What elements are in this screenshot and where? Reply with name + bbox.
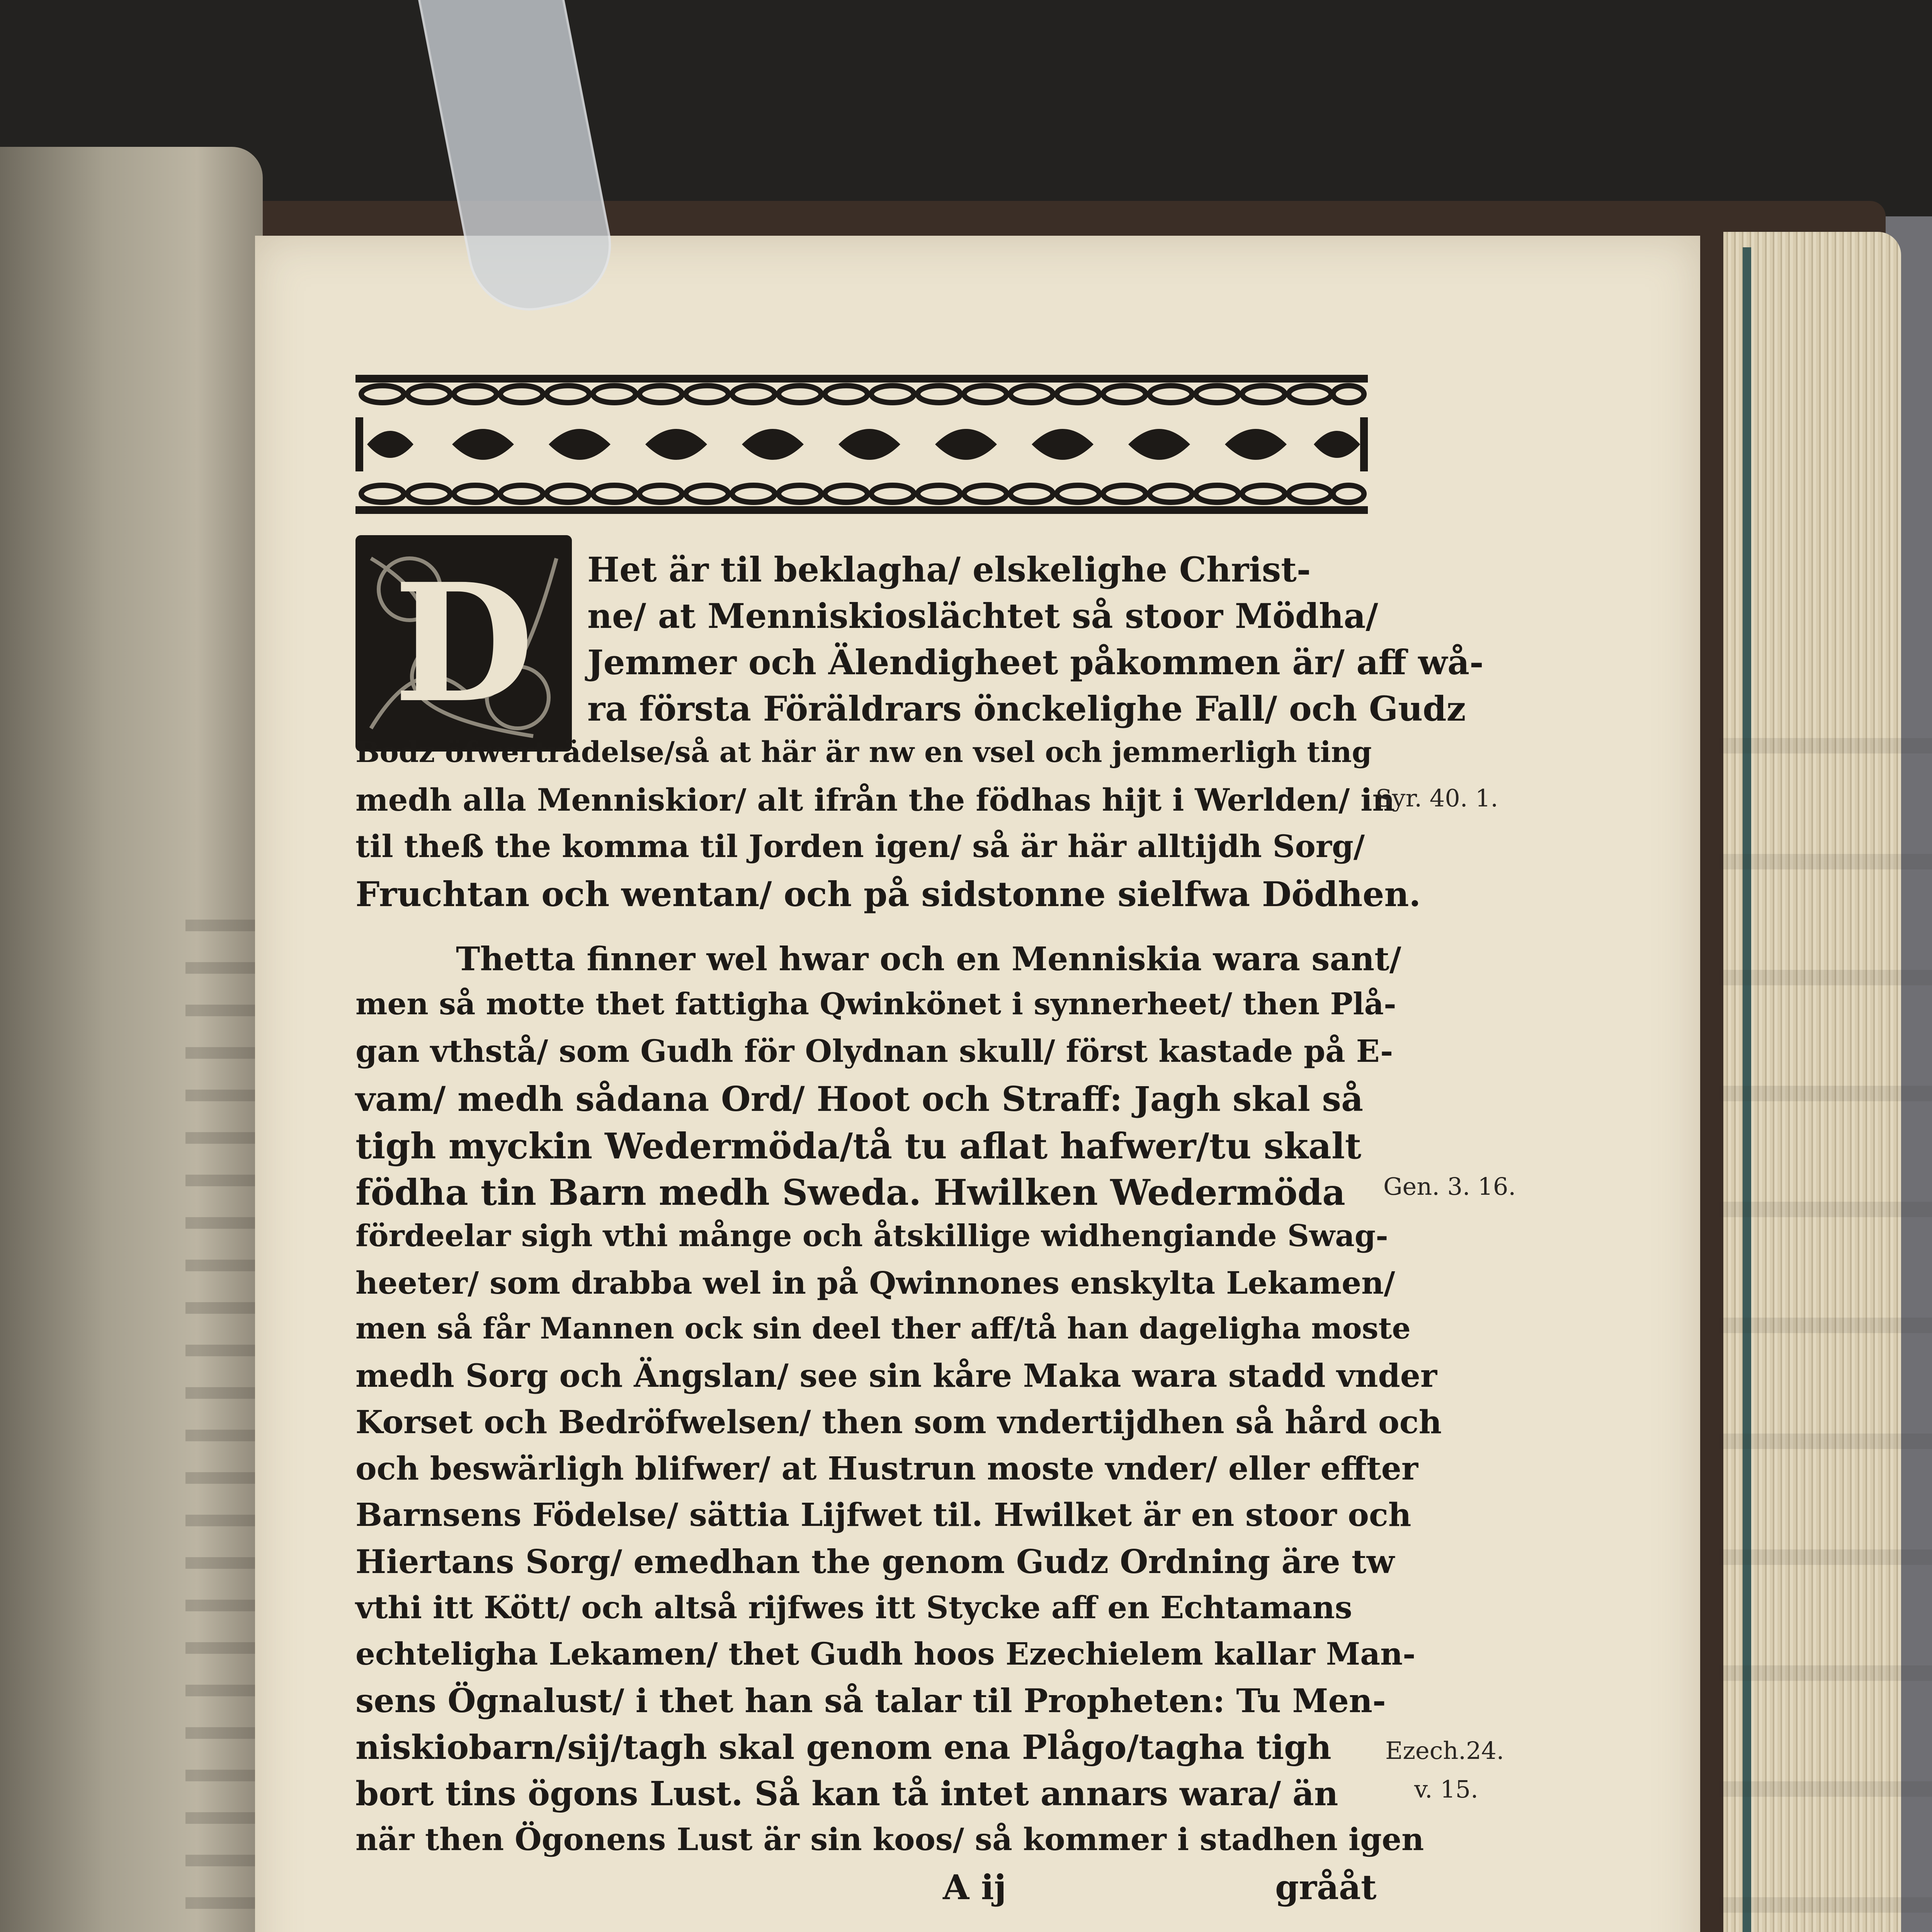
- text-line: echteligha Lekamen/ thet Gudh hoos Ezechielem kallar Man-: [355, 1636, 1416, 1672]
- text-line: Bodz öfwerträdelse/så at här är nw en vsel och jemmerligh ting: [355, 736, 1372, 769]
- left-facing-page: [0, 147, 263, 1932]
- text-line: ra första Föräldrars önckelighe Fall/ och Gudz: [587, 689, 1466, 729]
- margin-note-gen: Gen. 3. 16.: [1383, 1172, 1516, 1201]
- text-line: sens Ögnalust/ i thet han så talar til Propheten: Tu Men-: [355, 1682, 1386, 1720]
- ornament-band: [355, 371, 1368, 518]
- ornament-rule-top: [355, 375, 1368, 383]
- text-line: Jemmer och Älendigheet påkommen är/ aff wå-: [587, 642, 1484, 682]
- text-line: gan vthstå/ som Gudh för Olydnan skull/ först kastade på E-: [355, 1033, 1393, 1069]
- margin-note-verse: v. 15.: [1414, 1775, 1478, 1803]
- text-line: bort tins ögons Lust. Så kan tå intet annars wara/ än: [355, 1774, 1338, 1813]
- ornament-fleurons: [355, 417, 1368, 471]
- text-line: men så får Mannen ock sin deel ther aff/tå han dageligha moste: [355, 1311, 1411, 1345]
- text-line: Hiertans Sorg/ emedhan the genom Gudz Ordning äre tw: [355, 1543, 1395, 1581]
- signature-mark: A ij: [943, 1867, 1007, 1907]
- text-line: medh alla Menniskior/ alt ifrån the födhas hijt i Werlden/ in: [355, 782, 1395, 818]
- margin-note-syr: Syr. 40. 1.: [1376, 784, 1498, 812]
- text-line: Thetta finner wel hwar och en Menniskia wara sant/: [456, 940, 1401, 978]
- page-show-through: [1719, 738, 1932, 1932]
- text-line: niskiobarn/sij/tagh skal genom ena Plågo/tagha tigh: [355, 1728, 1332, 1767]
- text-line: när then Ögonens Lust är sin koos/ så kommer i stadhen igen: [355, 1821, 1424, 1857]
- text-line: vam/ medh sådana Ord/ Hoot och Straff: Jagh skal så: [355, 1079, 1363, 1119]
- text-line: Korset och Bedröfwelsen/ then som vndertijdhen så hård och: [355, 1404, 1442, 1441]
- text-line: Fruchtan och wentan/ och på sidstonne sielfwa Dödhen.: [355, 874, 1421, 914]
- left-page-show-through: [185, 920, 263, 1924]
- ornament-chain-bottom: [361, 485, 1364, 502]
- text-line: tigh myckin Wedermödа/tå tu aflat hafwer/tu skalt: [355, 1125, 1362, 1167]
- drop-initial-letter: D: [393, 548, 534, 739]
- text-line: til theß the komma til Jorden igen/ så är här alltijdh Sorg/: [355, 828, 1365, 864]
- ornament-chain-top: [361, 386, 1364, 403]
- text-line: vthi itt Kött/ och altså rijfwes itt Stycke aff en Echtamans: [355, 1589, 1352, 1626]
- text-line: fördeelar sigh vthi månge och åtskillige widhengiande Swag-: [355, 1218, 1388, 1253]
- text-line: Barnsens Födelse/ sättia Lijfwet til. Hwilket är en stoor och: [355, 1497, 1412, 1534]
- text-line: och beswärligh blifwer/ at Hustrun moste vnder/ eller effter: [355, 1450, 1418, 1487]
- margin-note-ezech: Ezech.24.: [1385, 1736, 1504, 1765]
- text-line: ne/ at Menniskioslächtet så stoor Mödha/: [587, 596, 1378, 636]
- text-line: födha tin Barn medh Sweda. Hwilken Wedermöda: [355, 1172, 1345, 1213]
- text-line: heeter/ som drabba wel in på Qwinnones enskylta Lekamen/: [355, 1265, 1395, 1301]
- drop-initial: [355, 535, 572, 752]
- catchword: grååt: [1275, 1867, 1377, 1907]
- ornament-rule-bottom: [355, 506, 1368, 514]
- text-line: medh Sorg och Ängslan/ see sin kåre Maka wara stadd vnder: [355, 1357, 1437, 1395]
- text-line: Het är til beklagha/ elskelighe Christ-: [587, 549, 1311, 590]
- text-line: men så motte thet fattigha Qwinkönet i synnerheet/ then Plå-: [355, 986, 1396, 1022]
